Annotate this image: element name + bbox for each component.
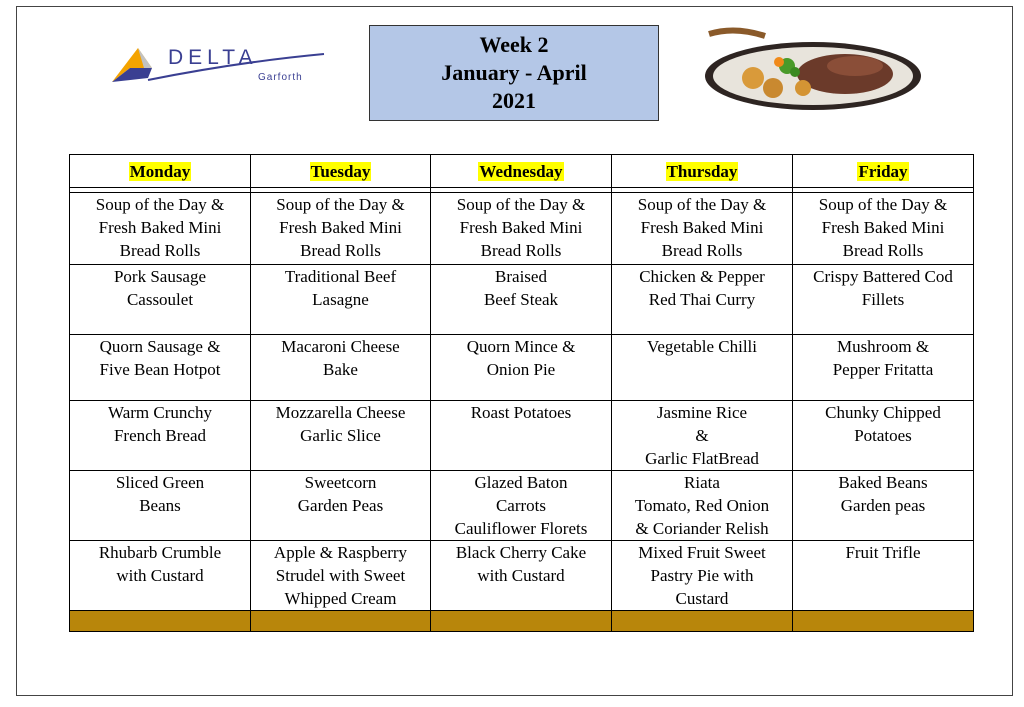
header-wednesday: Wednesday <box>431 155 612 188</box>
day-header-row <box>70 155 974 188</box>
header-thursday: Thursday <box>612 155 793 188</box>
menu-cell: Soup of the Day & Fresh Baked Mini Bread Rolls <box>612 193 793 265</box>
title-term: January - April <box>441 60 587 85</box>
table-row <box>70 193 974 265</box>
header-monday: Monday <box>70 155 251 188</box>
title-year: 2021 <box>492 88 536 113</box>
logo-location-text: Garforth <box>258 72 303 83</box>
menu-cell: Soup of the Day & Fresh Baked Mini Bread Rolls <box>793 193 974 265</box>
weekly-menu-table <box>69 154 974 632</box>
menu-cell: Apple & Raspberry Strudel with Sweet Whipped Cream <box>251 541 431 611</box>
menu-cell: Soup of the Day & Fresh Baked Mini Bread Rolls <box>431 193 612 265</box>
table-row <box>70 401 974 471</box>
menu-cell: Vegetable Chilli <box>612 335 793 401</box>
menu-cell: Baked Beans Garden peas <box>793 471 974 541</box>
menu-cell: Mozzarella Cheese Garlic Slice <box>251 401 431 471</box>
menu-cell: Glazed Baton Carrots Cauliflower Florets <box>431 471 612 541</box>
menu-cell: Sliced Green Beans <box>70 471 251 541</box>
menu-cell: Chunky Chipped Potatoes <box>793 401 974 471</box>
table-row <box>70 265 974 335</box>
table-row <box>70 335 974 401</box>
menu-cell: Warm Crunchy French Bread <box>70 401 251 471</box>
menu-cell: Quorn Mince & Onion Pie <box>431 335 612 401</box>
title-box <box>369 25 659 121</box>
header-tuesday: Tuesday <box>251 155 431 188</box>
table-row <box>70 471 974 541</box>
menu-cell: Roast Potatoes <box>431 401 612 471</box>
menu-cell: Sweetcorn Garden Peas <box>251 471 431 541</box>
title-week: Week 2 <box>479 32 549 57</box>
menu-cell: Braised Beef Steak <box>431 265 612 335</box>
menu-cell: Crispy Battered Cod Fillets <box>793 265 974 335</box>
header-friday: Friday <box>793 155 974 188</box>
roast-dinner-photo <box>695 26 925 112</box>
table-row <box>70 541 974 611</box>
menu-cell: Jasmine Rice & Garlic FlatBread <box>612 401 793 471</box>
menu-cell: Quorn Sausage & Five Bean Hotpot <box>70 335 251 401</box>
menu-cell: Fruit Trifle <box>793 541 974 611</box>
menu-cell: Macaroni Cheese Bake <box>251 335 431 401</box>
menu-cell: Chicken & Pepper Red Thai Curry <box>612 265 793 335</box>
logo-brand-text: DELTA <box>168 46 258 69</box>
menu-cell: Mushroom & Pepper Fritatta <box>793 335 974 401</box>
menu-cell: Rhubarb Crumble with Custard <box>70 541 251 611</box>
footer-color-bar <box>70 611 974 632</box>
menu-cell: Riata Tomato, Red Onion & Coriander Relish <box>612 471 793 541</box>
menu-cell: Soup of the Day & Fresh Baked Mini Bread Rolls <box>70 193 251 265</box>
menu-cell: Soup of the Day & Fresh Baked Mini Bread Rolls <box>251 193 431 265</box>
menu-cell: Black Cherry Cake with Custard <box>431 541 612 611</box>
menu-cell: Pork Sausage Cassoulet <box>70 265 251 335</box>
delta-logo <box>108 44 328 88</box>
menu-cell: Traditional Beef Lasagne <box>251 265 431 335</box>
menu-cell: Mixed Fruit Sweet Pastry Pie with Custard <box>612 541 793 611</box>
